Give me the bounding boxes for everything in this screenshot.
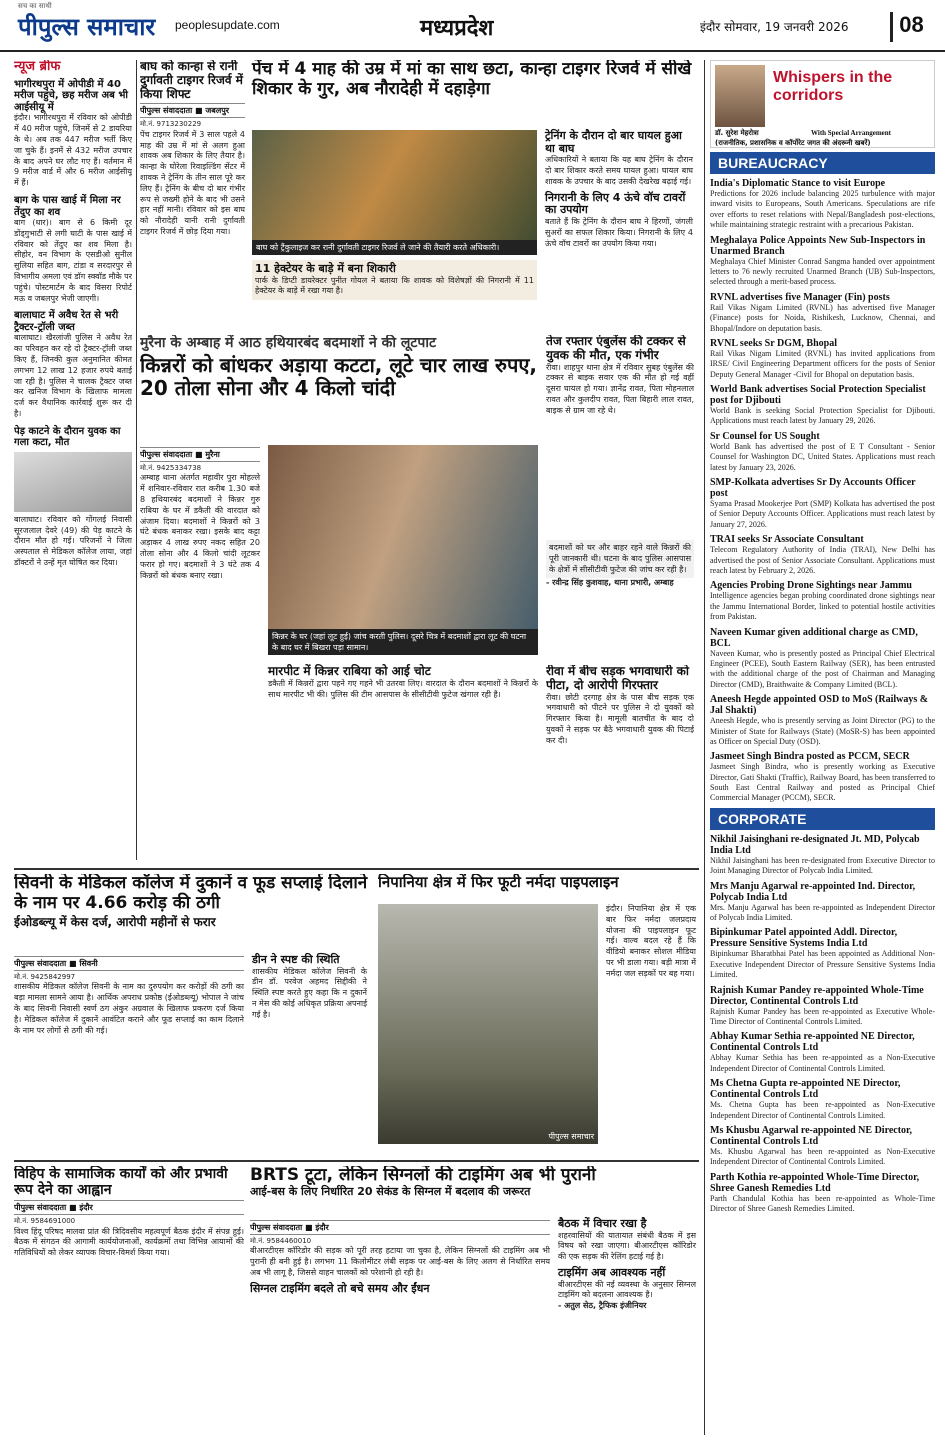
corporate-item-headline: Abhay Kumar Sethia re-appointed NE Director, Continental Controls Ltd (710, 1031, 915, 1054)
masthead-tagline: सच का साथी (18, 2, 52, 10)
corporate-item-headline: Ms Khusbu Agarwal re-appointed NE Director, Continental Controls Ltd (710, 1124, 913, 1147)
morena-quote: बदमाशों को घर और बाहर रहने वाले किन्नरों की पूरी जानकारी थी। घटना के बाद पुलिस आसपास के क्षेत्रों में सीसीटीवी फुटेज की जांच कर रही है। (546, 540, 694, 578)
vihip-body: विश्व हिंदू परिषद मालवा प्रांत की त्रिदिवसीय महत्वपूर्ण बैठक इंदौर में संपन्न हुई। बैठक में संगठन की आगामी कार्ययोजनाओं, कार्यक्रमों तथा विभिन्न आयामों की गतिविधियों को लेकर व्यापक विचार-विमर्श किया गया। (14, 1226, 244, 1258)
ambulance-headline: तेज रफ्तार एंबुलेंस की टक्कर से युवक की मौत, एक गंभीर (546, 335, 686, 362)
brief-body: इंदौर। भागीरथपुरा में रविवार को ओपीडी में 40 मरीज पहुंचे, जिनमें से 2 डायरिया के थे। अब तक 447 मरीज भर्ती किए जा चुके हैं। इनमें से 432 मरीज उपचार के बाद अपने घर लौट गए हैं। वर्तमान में 9 मरीज वार्ड में और 6 मरीज आईसीयू में हैं। (14, 113, 132, 188)
pipeline-body: इंदौर। निपानिया क्षेत्र में एक बार फिर नर्मदा जलप्रदाय योजना की पाइपलाइन फूट गई। वाल्व बदल रहे हैं कि वीडियो बनाकर सोशल मीडिया पर भी डाला गया। बड़ी मात्रा में नर्मदा जल सड़कों पर बह गया। (606, 904, 696, 978)
tiger-box-body: पार्क के डिप्टी डायरेक्टर पुनीत गोयल ने बताया कि शावक को विशेषज्ञों की निगरानी में 11 हेक्टेयर के बाड़े में रखा गया है। (255, 275, 534, 296)
tiger-body: पेंच टाइगर रिजर्व में 3 साल पहले 4 माह की उम्र में मां से अलग हुआ शावक अब शिकार के लिए तैयार है। कान्हा के घोरेला रिवाइल्डिंग सेंटर में शावक ने ट्रेनिंग के तीन साल पूरे कर लिए हैं। ट्रेनिंग के बीच दो बार गंभीर रूप से जख्मी होने के बाद भी उसने हार नहीं मानी। रविवार को इस बाघ को नौरादेही यानी रानी दुर्गावती टाइगर रिजर्व में छोड़ दिया गया। (140, 129, 245, 236)
corporate-item-headline: Bipinkumar Patel appointed Addl. Director, Pressure Sensitive Systems India Ltd (710, 927, 898, 950)
bureaucracy-item-headline: Naveen Kumar given additional charge as CMD, BCL (710, 626, 918, 649)
brts-mid-headline: सिग्नल टाइमिंग बदले तो बचे समय और ईंधन (250, 1281, 430, 1295)
morena-byline: पीपुल्स संवाददाता ■ मुरैना (140, 447, 260, 462)
bureaucracy-item-body: Rail Vikas Nigam Limited (RVNL) has invited applications from IRSE/ Civil Engineering Department officers for the posts of Senior Deputy General Manager -Civil for Bhopal on deputation basis. (710, 348, 935, 379)
column-divider (136, 60, 137, 860)
arrangement-note: With Special Arrangement (811, 129, 891, 137)
whispers-column (710, 60, 935, 1438)
tiger-injury-headline: ट्रेनिंग के दौरान दो बार घायल हुआ था बाघ (545, 129, 682, 155)
newspaper-logo: पीपुल्स समाचार (18, 13, 156, 41)
bureaucracy-item-headline: Aneesh Hegde appointed OSD to MoS (Railways & Jal Shakti) (710, 694, 929, 717)
bureaucracy-item-body: World Bank has advertised the post of E T Consultant - Senior Counsel for Washington DC, United States. Applications must reach latest by January 23, 2026. (710, 441, 935, 472)
seoni-byline: पीपुल्स संवाददाता ■ सिवनी (14, 956, 244, 971)
brts-byline: पीपुल्स संवाददाता ■ इंदौर (250, 1220, 550, 1235)
seoni-story (14, 874, 369, 1154)
morena-photo (268, 445, 538, 655)
bureaucracy-item-headline: TRAI seeks Sr Associate Consultant (710, 534, 864, 546)
bureaucracy-item-body: Naveen Kumar, who is presently posted as Principal Chief Electrical Engineer (PCEE), South Eastern Railway (SER), has been entrusted with the additional charge of the post of Chairman and Managing Director (CMD), Braithwaite & Company Limited (BCL). (710, 648, 935, 689)
bureaucracy-item-headline: RVNL advertises five Manager (Fin) posts (710, 291, 890, 303)
corporate-item-body: Parth Chandulal Kothia has been re-appointed as Whole-Time Director of Shree Ganesh Remedies Limited. (710, 1193, 935, 1214)
corporate-item-headline: Rajnish Kumar Pandey re-appointed Whole-Time Director, Continental Controls Ltd (710, 984, 924, 1007)
section-title: मध्यप्रदेश (420, 16, 494, 41)
bureaucracy-item-headline: World Bank advertises Social Protection Specialist post for Djibouti (710, 384, 926, 407)
brief-item (14, 310, 132, 419)
brief-headline: पेड़ काटने के दौरान युवक का गला कटा, मौत (14, 425, 121, 449)
corporate-section-bar: CORPORATE (710, 808, 935, 830)
brief-body: बालाघाट। रविवार को गोंगलई निवासी सूरजलाल देवरे (49) की पेड़ काटने के दौरान मौत हो गई। परिजनों ने जिला अस्पताल से मेडिकल कॉलेज लाया, जहां डॉक्टरों ने उन्हें मृत घोषित कर दिया। (14, 514, 132, 567)
website-url[interactable]: peoplesupdate.com (175, 18, 280, 32)
bureaucracy-item-headline: Sr Counsel for US Sought (710, 430, 820, 442)
vihip-byline: पीपुल्स संवाददाता ■ इंदौर (14, 1200, 244, 1215)
section-divider (14, 1160, 699, 1162)
news-brief-column (14, 60, 132, 860)
vihip-headline: विहिप के सामाजिक कार्यों को और प्रभावी रूप देने का आह्वान (14, 1166, 228, 1199)
pipeline-photo-credit: पीपुल्स समाचार (548, 1132, 594, 1141)
bureaucracy-item-headline: Agencies Probing Drone Sightings near Jammu (710, 580, 912, 592)
vihip-story (14, 1166, 244, 1436)
brts-body: बीआरटीएस कॉरिडोर की सड़क को पूरी तरह हटाया जा चुका है, लेकिन सिग्नलों की टाइमिंग अब भी पुरानी ही बनी हुई है। लगभग 11 किलोमीटर लंबी सड़क पर आई-बस के लिए अलग से निर्धारित समय अब भी लागू है, जिससे वाहन चालकों को परेशानी हो रही है। (250, 1246, 550, 1278)
tiger-photo (252, 130, 537, 255)
morena-box-body: डकैती में किन्नरों द्वारा पहने गए गहने भी उतरवा लिए। वारदात के दौरान बदमाशों ने किन्नरों के साथ मारपीट भी की। पुलिस की टीम आसपास के सीसीटीवी फुटेज खंगाल रही है। (268, 678, 538, 699)
edition-date: इंदौर सोमवार, 19 जनवरी 2026 (700, 20, 849, 34)
brts-side-body: शहरवासियों की यातायात संबंधी बैठक में इस विषय को रखा जाएगा। बीआरटीएस कॉरिडोर की एक सड़क की रेलिंग हटाई गई है। (558, 1230, 696, 1262)
tiger-tower-headline: निगरानी के लिए 4 ऊंचे वॉच टावरों का उपयोग (545, 190, 686, 217)
column-divider (704, 60, 705, 1435)
tiger-headline: पेंच में 4 माह की उम्र में मां का साथ छटा, कान्हा टाइगर रिजर्व में सीखे शिकार के गुर, अब नौरादेही में दहाड़ेगा (252, 60, 692, 99)
bureaucracy-item-headline: Jasmeet Singh Bindra posted as PCCM, SECR (710, 751, 910, 763)
morena-quote-box (546, 540, 694, 660)
rewa-story (546, 665, 694, 865)
bureaucracy-item-body: Meghalaya Chief Minister Conrad Sangma handed over appointment letters to 76 newly recruited Unarmed Branch (UB) Sub-Inspectors, selected through a merit-based process. (710, 256, 935, 287)
brts-story (250, 1166, 698, 1436)
brts-subhead: आई-बस के लिए निर्धारित 20 सेकंड के सिग्नल में बदलाव की जरूरत (250, 1184, 531, 1198)
tiger-mobile: मो.नं. 9713230229 (140, 120, 202, 129)
vihip-mobile: मो.नं. 9584691000 (14, 1217, 76, 1226)
seoni-headline: सिवनी के मेडिकल कॉलेज में दुकानें व फूड सप्लाई दिलाने के नाम पर 4.66 करोड़ की ठगी (14, 874, 368, 913)
ambulance-body: रीवा। शाहपुर थाना क्षेत्र में रविवार सुबह एंबुलेंस की टक्कर से बाइक सवार एक की मौत हो गई वहीं दूसरा घायल हो गया। ज्ञानेंद्र रावत, पिता मोहनलाल रावत और कुलदीप रावत, पिता बिहारी लाल रावत, बाइक से ग्राम जा रहे थे। (546, 362, 694, 415)
brts-side-body-2: बीआरटीएस की नई व्यवस्था के अनुसार सिग्नल टाइमिंग को बदलना आवश्यक है। (558, 1279, 696, 1300)
pipeline-headline: निपानिया क्षेत्र में फिर फूटी नर्मदा पाइपलाइन (378, 874, 619, 891)
bureaucracy-item-body: World Bank is seeking Social Protection Specialist for Djibouti. Applications must reach latest by January 29, 2026. (710, 406, 935, 426)
brief-headline: भागीरथपुरा में ओपीडी में 40 मरीज पहुंचे, छह मरीज अब भी आईसीयू में (14, 78, 128, 113)
brief-headline: बाग के पास खाई में मिला नर तेंदुए का शव (14, 195, 121, 218)
seoni-subhead: ईओडब्ल्यू में केस दर्ज, आरोपी महीनों से फरार (14, 915, 216, 930)
whispers-title: Whispers in the corridors (773, 69, 893, 104)
brts-mobile: मो.नं. 9584460010 (250, 1237, 312, 1245)
bureaucracy-item-body: Syama Prasad Mookerjee Port (SMP) Kolkata has advertised the post of Senior Deputy Accounts Officer. Applications must reach latest by January 27, 2026. (710, 499, 935, 529)
tiger-story (140, 60, 695, 330)
seoni-mobile: मो.नं. 9425842997 (14, 973, 76, 981)
corporate-list (710, 834, 935, 1215)
morena-photo-caption: किन्नर के घर (जहां लूट हुई) जांच करती पुलिस। दूसरे चित्र में बदमाशों द्वारा लूट की घटना के बाद घर में बिखरा पड़ा सामान। (268, 629, 538, 655)
tiger-byline: पीपुल्स संवाददाता ■ जबलपुर (140, 103, 245, 118)
page-number: 08 (890, 12, 930, 42)
brief-item (14, 195, 132, 304)
morena-box-headline: मारपीट में किन्नर राबिया को आई चोट (268, 664, 431, 678)
morena-quote-attribution: - रवीन्द्र सिंह कुशवाह, थाना प्रभारी, अम्बाह (546, 578, 674, 588)
brts-side-attribution: - अतुल सेठ, ट्रैफिक इंजीनियर (558, 1301, 647, 1311)
morena-body: अम्बाह थाना अंतर्गत महावीर पुरा मोहल्ले में शनिवार-रविवार रात करीब 1.30 बजे 8 हथियारबंद बदमाशों ने किन्नर गुरु राबिया के घर में डकैती की वारदात को अंजाम दिया। बदमाशों ने किन्नरों को 3 घंटे बंधक बनाकर रखा। इसके बाद कट्टा अड़ाकर 4 लाख रुपए नकद सहित 20 तोला सोना और 4 किलो चांदी लूटकर फरार हो गए। बदमाशों ने 3 घंटे तक 4 किन्नरों को बंधक बनाए रखा। (140, 473, 260, 580)
rewa-body: रीवा। छोटी दरगाह क्षेत्र के पास बीच सड़क एक भगवाधारी को पीटने पर पुलिस ने दो युवकों को गिरफ्तार किया है। मामूली बातचीत के बाद दो युवकों ने सड़क पर बैठे भगवाधारी युवक की पिटाई कर दी। (546, 692, 694, 745)
brts-side-headline: बैठक में विचार रखा है (558, 1217, 647, 1230)
section-divider (14, 868, 699, 870)
morena-headline: किन्नरों को बांधकर अड़ाया कटटा, लूटे चार लाख रुपए, 20 तोला सोना और 4 किलो चांदी (140, 353, 537, 401)
bureaucracy-item-body: Intelligence agencies began probing coordinated drone sightings near the Jammu International Border, linked to potential hostile activities from Pakistan. (710, 591, 935, 622)
bureaucracy-item-body: Jasmeet Singh Bindra, who is presently working as Executive Director, Gati Shakti (Traffic), Railway Board, has been transferred to South East Central Railway and posted as Principal Chief Commercial Manager (PCCM), SECR. (710, 762, 935, 803)
corporate-item-body: Ms. Chetna Gupta has been re-appointed as Non-Executive Independent Director of Continental Controls Limited. (710, 1100, 935, 1120)
bureaucracy-item-body: Rail Vikas Nigam Limited (RVNL) has advertised five Manager (Finance) posts for Noida, Rishikesh, Lucknow, Chennai, and Bhopal/Indore on deputation basis. (710, 302, 935, 333)
tiger-side-headline: बाघ को कान्हा से रानी दुर्गावती टाइगर रिजर्व में किया शिफ्ट (140, 60, 243, 101)
brief-body: बालाघाट। खैरलांजी पुलिस ने अवैध रेत का परिवहन कर रहे दो ट्रैक्टर-ट्रॉली जब्त किए हैं, जिनकी कुल अनुमानित कीमत लगभग 12 लाख 12 हजार रुपये बताई जा रही है। पुलिस ने चालक ट्रैक्टर जब्त कर खनिज विभाग के खिलाफ मामला दर्ज कर वैधानिक कार्रवाई शुरू कर दी है। (14, 333, 132, 418)
pipeline-photo (378, 904, 598, 1144)
brief-item (14, 426, 132, 569)
morena-story (140, 335, 540, 865)
whispers-header (710, 60, 935, 148)
corporate-item-body: Abhay Kumar Sethia has been re-appointed as a Non-Executive Independent Director of Continental Controls Limited. (710, 1053, 935, 1073)
author-photo (715, 65, 765, 127)
bureaucracy-item-body: Telecom Regulatory Authority of India (TRAI), New Delhi has advertised the post of Senior Associate Consultant. Applications must reach latest by February 2, 2026. (710, 545, 935, 575)
masthead (0, 0, 945, 52)
bureaucracy-item-headline: Meghalaya Police Appoints New Sub-Inspectors in Unarmed Branch (710, 234, 926, 257)
corporate-item-headline: Parth Kothia re-appointed Whole-Time Director, Shree Ganesh Remedies Ltd (710, 1171, 920, 1194)
seoni-box-body: शासकीय मेडिकल कॉलेज सिवनी के डीन डॉ. परवेज अहमद सिद्दीकी ने स्थिति स्पष्ट करते हुए कहा कि न दुकानें न मेस की कोई अधिकृत प्रक्रिया अपनाई गई है। (252, 966, 367, 1019)
seoni-box-headline: डीन ने स्पष्ट की स्थिति (252, 953, 340, 966)
ambulance-story (546, 335, 694, 535)
whispers-tagline: (राजनीतिक, प्रशासनिक व कॉर्पोरेट जगत की अंदरूनी खबरें) (715, 139, 871, 147)
tiger-photo-caption: बाघ को ट्रैंकुलाइज कर रानी दुर्गावती टाइगर रिजर्व ले जाने की तैयारी करते अधिकारी। (252, 240, 537, 255)
bureaucracy-item-headline: SMP-Kolkata advertises Sr Dy Accounts Officer post (710, 477, 916, 500)
rewa-headline: रीवा में बीच सड़क भगवाधारी को पीटा, दो आरोपी गिरफ्तार (546, 665, 689, 692)
corporate-item-body: Ms. Khusbu Agarwal has been re-appointed as Non-Executive Independent Director of Continental Controls Limited. (710, 1146, 935, 1167)
author-name: डॉ. सुरेश मेहरोत्रा (715, 129, 759, 137)
tiger-box-headline: 11 हेक्टेयर के बाड़े में बना शिकारी (255, 262, 396, 275)
corporate-item-headline: Ms Chetna Gupta re-appointed NE Director, Continental Controls Ltd (710, 1078, 901, 1101)
brts-headline: BRTS टूटा, लेकिन सिग्नलों की टाइमिंग अब भी पुरानी (250, 1166, 596, 1185)
morena-kicker: मुरैना के अम्बाह में आठ हथियारबंद बदमाशों ने की लूटपाट (140, 335, 437, 351)
corporate-item-body: Bipinkumar Bharatbhai Patel has been appointed as Additional Non-Executive Independent Director of Pressure Sensitive Systems India Limited. (710, 949, 935, 980)
morena-mobile: मो.नं. 9425334738 (140, 464, 202, 472)
corporate-item-body: Rajnish Kumar Pandey has been re-appointed as Executive Whole-Time Director of Continental Controls Limited. (710, 1006, 935, 1026)
tiger-tower-body: बताते हैं कि ट्रेनिंग के दौरान बाघ ने हिरणों, जंगली सुअरों का सफल शिकार किया। निगरानी के लिए 4 ऊंचे वॉच टावरों का उपयोग किया गया। (545, 216, 693, 248)
corporate-item-headline: Mrs Manju Agarwal re-appointed Ind. Director, Polycab India Ltd (710, 880, 916, 903)
bureaucracy-item-headline: India's Diplomatic Stance to visit Europe (710, 178, 886, 189)
body-photo (14, 452, 132, 512)
brief-headline: बालाघाट में अवैध रेत से भरी ट्रैक्टर-ट्रॉली जब्त (14, 310, 119, 333)
corporate-item-headline: Nikhil Jaisinghani re-designated Jt. MD, Polycab India Ltd (710, 833, 920, 856)
brief-body: बाग (धार)। बाग से 6 किमी दूर डोंड्‌गुभाटी से लगी घाटी के पास खाई में रविवार को तेंदुए का शव मिला है। सीहोर, वन विभाग के एसडीओ सुनील सुलिया सहित बाग, टांडा व सरदारपुर से विभागीय अमला एवं डॉग स्क्वॉड मौके पर पहुंचे। पोस्टमार्टम के बाद विसरा रिपोर्ट मऊ व जबलपुर भेजी जाएगी। (14, 218, 132, 303)
tiger-injury-body: अधिकारियों ने बताया कि यह बाघ ट्रेनिंग के दौरान दो बार शिकार करते समय घायल हुआ। घायल बाघ शावक के उपचार के बाद उसकी देखरेख बढ़ाई गई। (545, 155, 693, 186)
news-brief-label: न्यूज ब्रीफ (14, 60, 61, 74)
brts-side-headline-2: टाइमिंग अब आवश्यक नहीं (558, 1266, 666, 1280)
corporate-item-body: Mrs. Manju Agarwal has been re-appointed as Independent Director of Polycab India Limited. (710, 902, 935, 923)
bureaucracy-section-bar: BUREAUCRACY (710, 152, 935, 174)
pipeline-story (378, 874, 698, 1154)
bureaucracy-item-headline: RVNL seeks Sr DGM, Bhopal (710, 337, 837, 349)
bureaucracy-item-body: Predictions for 2026 include balancing 2025 turbulence with major inward visits to Europeans, South Americans. Speculations are rife over efforts to reset relations with Nepal/Bangladesh post-elections, while maintaining strategic restraint with a precarious Pakistan. (710, 189, 935, 230)
corporate-item-body: Nikhil Jaisinghani has been re-designated from Executive Director to Joint Managing Director of Polycab India Limited. (710, 855, 935, 876)
bureaucracy-list (710, 178, 935, 804)
seoni-body: शासकीय मेडिकल कॉलेज सिवनी के नाम का दुरुपयोग कर करोड़ों की ठगी का बड़ा मामला सामने आया है। आर्थिक अपराध प्रकोष्ठ (ईओडब्ल्यू) भोपाल ने जांच के बाद सिवनी निवासी स्वर्ण ठग अंकुर अग्रवाल के खिलाफ प्रकरण दर्ज किया है। मेडिकल कॉलेज में दुकानें आवंटित कराने और फूड सप्लाई का काम दिलाने के नाम पर लोगों से ठगी की गई। (14, 982, 244, 1035)
bureaucracy-item-body: Aneesh Hegde, who is presently serving as Joint Director (PG) to the Minister of State for Railways (State) (MoSR-S) has been appointed as Officer on Special Duty (OSD). (710, 716, 935, 746)
brief-item (14, 79, 132, 189)
